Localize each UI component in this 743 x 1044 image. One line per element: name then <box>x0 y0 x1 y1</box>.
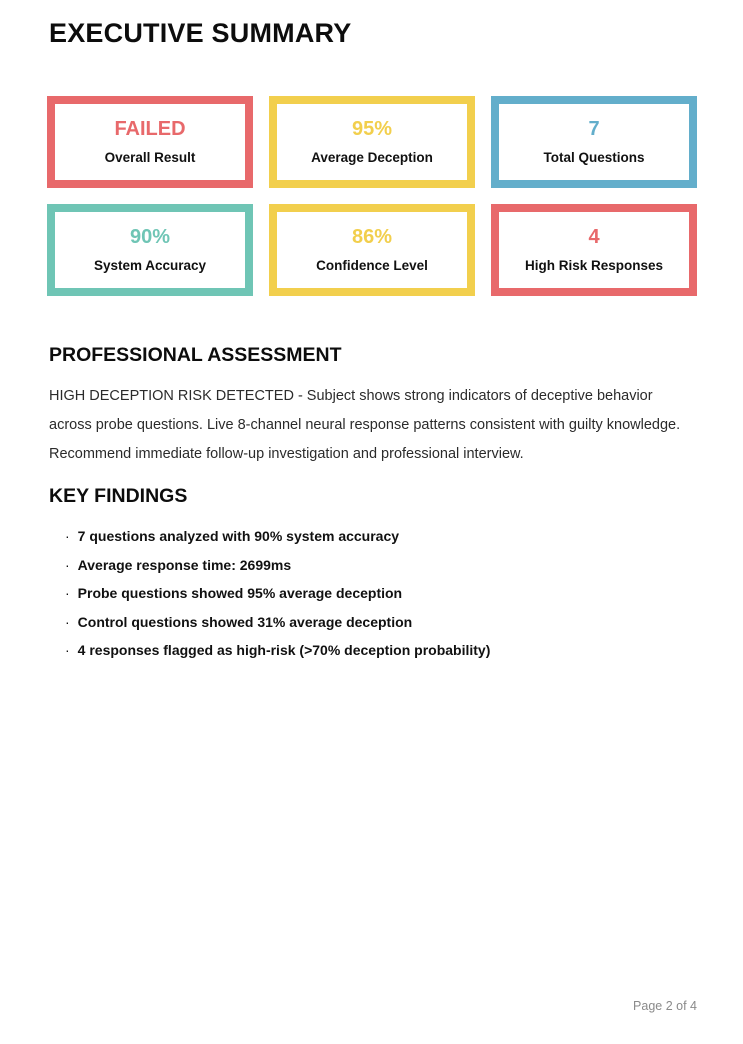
stat-card-system-accuracy <box>47 204 253 296</box>
stat-label: System Accuracy <box>93 258 207 273</box>
stat-value: 95% <box>351 118 393 140</box>
page-content <box>47 0 697 671</box>
stat-card-average-deception <box>269 96 475 188</box>
bullet-dot-icon: · <box>65 585 70 601</box>
stat-value: 90% <box>129 226 171 248</box>
finding-text: Average response time: 2699ms <box>77 556 292 573</box>
assessment-body-text: HIGH DECEPTION RISK DETECTED - Subject shows strong indicators of deceptive behavior across probe questions. Live 8-channel neural response patterns consistent with guilty knowledge. Recommend immediate follow-up investigation and professional interview. <box>49 388 681 462</box>
stat-card-grid <box>47 96 697 296</box>
stat-label: Average Deception <box>311 150 433 165</box>
stat-card-high-risk-responses <box>491 204 697 296</box>
stat-card-confidence-level <box>269 204 475 296</box>
stat-value: 7 <box>588 118 600 140</box>
stat-label: Confidence Level <box>316 258 428 273</box>
findings-heading: KEY FINDINGS <box>49 485 188 507</box>
finding-item <box>65 528 697 544</box>
finding-text: 4 responses flagged as high-risk (>70% deception probability) <box>77 642 491 658</box>
finding-item <box>65 557 697 573</box>
finding-item <box>65 585 697 601</box>
stat-value: FAILED <box>114 118 186 140</box>
bullet-dot-icon: · <box>65 556 70 573</box>
finding-item <box>65 614 697 630</box>
findings-list <box>47 528 697 658</box>
stat-value: 4 <box>588 226 600 248</box>
page-title: EXECUTIVE SUMMARY <box>49 18 352 48</box>
assessment-heading: PROFESSIONAL ASSESSMENT <box>49 344 342 366</box>
page-number: Page 2 of 4 <box>633 999 697 1013</box>
finding-text: 7 questions analyzed with 90% system accuracy <box>77 528 400 544</box>
finding-text: Probe questions showed 95% average deception <box>77 585 403 601</box>
stat-label: Overall Result <box>104 150 196 165</box>
bullet-dot-icon: · <box>65 642 70 658</box>
stat-label: High Risk Responses <box>524 258 664 273</box>
finding-text: Control questions showed 31% average deception <box>77 613 413 630</box>
stat-label: Total Questions <box>543 150 645 165</box>
stat-card-total-questions <box>491 96 697 188</box>
stat-card-overall-result <box>47 96 253 188</box>
bullet-dot-icon: · <box>65 528 70 544</box>
finding-item <box>65 642 697 658</box>
stat-value: 86% <box>351 226 393 248</box>
bullet-dot-icon: · <box>65 613 70 630</box>
